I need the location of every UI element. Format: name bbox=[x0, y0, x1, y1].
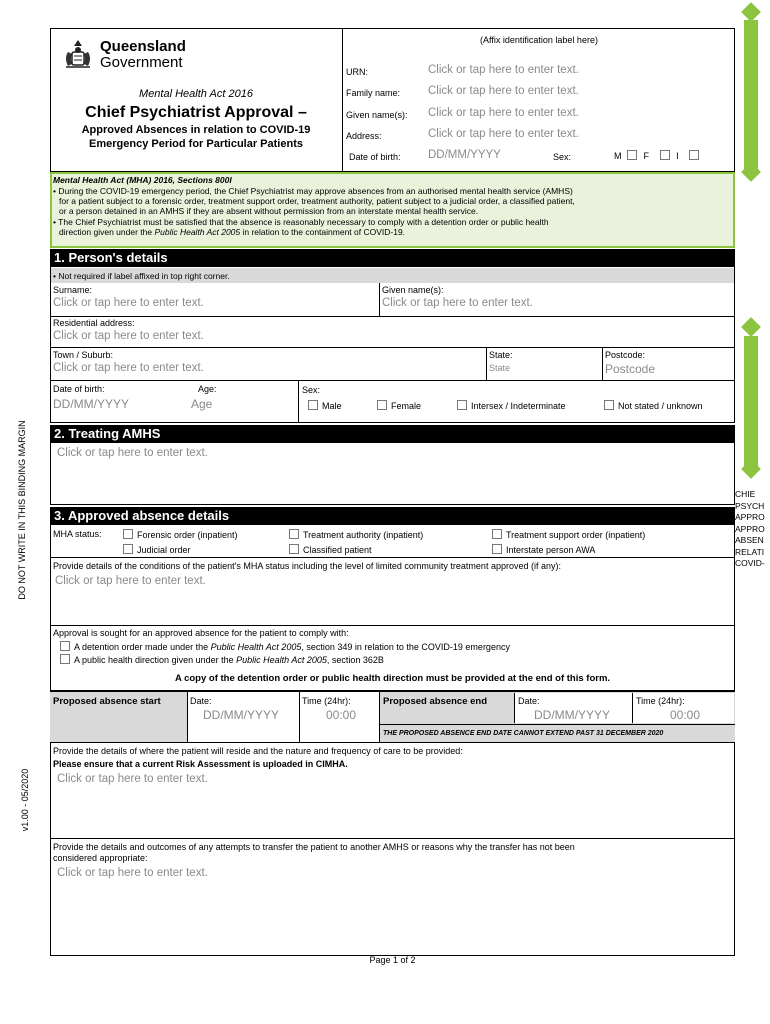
ta-checkbox[interactable] bbox=[289, 529, 299, 539]
female-checkbox[interactable] bbox=[377, 400, 387, 410]
s1-note: • Not required if label affixed in top right corner. bbox=[50, 268, 735, 283]
forensic-option[interactable]: Forensic order (inpatient) bbox=[123, 529, 238, 540]
sex-options: M F I bbox=[614, 150, 703, 161]
binding-margin-text: DO NOT WRITE IN THIS BINDING MARGIN bbox=[17, 420, 27, 600]
sex-person-label: Sex: bbox=[302, 385, 321, 395]
dob-field[interactable]: DD/MM/YYYY bbox=[428, 149, 501, 161]
section-3-heading: 3. Approved absence details bbox=[50, 507, 735, 525]
treating-amhs-field[interactable]: Click or tap here to enter text. bbox=[57, 447, 208, 459]
sex-f-checkbox[interactable] bbox=[660, 150, 670, 160]
transfer-field[interactable]: Click or tap here to enter text. bbox=[57, 867, 208, 879]
section-1-heading: 1. Person's details bbox=[50, 249, 735, 267]
classified-checkbox[interactable] bbox=[289, 544, 299, 554]
org-name: Queensland Government bbox=[100, 38, 186, 71]
postcode-field[interactable]: Postcode bbox=[605, 362, 656, 376]
approval-option-1[interactable]: A detention order made under the Public Health Act 2005, section 349 in relation to the COVID-19 emergency bbox=[60, 641, 510, 652]
address-field[interactable]: Click or tap here to enter text. bbox=[428, 128, 579, 140]
approval-option-2[interactable]: A public health direction given under the Public Health Act 2005, section 362B bbox=[60, 654, 384, 665]
sex-intersex-option[interactable]: Intersex / Indeterminate bbox=[457, 400, 566, 411]
age-label: Age: bbox=[198, 384, 217, 394]
state-label: State: bbox=[489, 350, 513, 360]
start-time-label: Time (24hr): bbox=[302, 696, 351, 706]
address-label: Address: bbox=[346, 131, 382, 141]
state-field[interactable]: State bbox=[489, 363, 511, 373]
tso-option[interactable]: Treatment support order (inpatient) bbox=[492, 529, 645, 540]
absence-start-label: Proposed absence start bbox=[53, 696, 161, 707]
notstated-checkbox[interactable] bbox=[604, 400, 614, 410]
absence-end-label: Proposed absence end bbox=[383, 696, 488, 707]
side-tab-line: ABSEN bbox=[735, 535, 764, 545]
given-names-field[interactable]: Click or tap here to enter text. bbox=[382, 297, 533, 309]
form-title: Chief Psychiatrist Approval – bbox=[85, 104, 307, 121]
town-label: Town / Suburb: bbox=[53, 350, 114, 360]
urn-field[interactable]: Click or tap here to enter text. bbox=[428, 64, 579, 76]
transfer-label: Provide the details and outcomes of any attempts to transfer the patient to another AMHS or reasons why the transfer has not been considered appropriate: bbox=[53, 842, 575, 863]
conditions-label: Provide details of the conditions of the patient's MHA status including the level of limited community treatment approved (if any): bbox=[53, 561, 561, 571]
residential-address-label: Residential address: bbox=[53, 318, 135, 328]
green-diamond-icon bbox=[741, 2, 761, 22]
green-diamond-icon bbox=[741, 317, 761, 337]
reside-field[interactable]: Click or tap here to enter text. bbox=[57, 773, 208, 785]
start-date-label: Date: bbox=[190, 696, 212, 706]
classified-option[interactable]: Classified patient bbox=[289, 544, 372, 555]
sex-i-checkbox[interactable] bbox=[689, 150, 699, 160]
interstate-checkbox[interactable] bbox=[492, 544, 502, 554]
side-tab-line: PSYCH bbox=[735, 500, 765, 511]
green-side-bar bbox=[744, 20, 758, 170]
judicial-checkbox[interactable] bbox=[123, 544, 133, 554]
public-health-direction-checkbox[interactable] bbox=[60, 654, 70, 664]
side-tab-line: APPRO bbox=[735, 523, 765, 534]
start-time-field[interactable]: 00:00 bbox=[326, 708, 357, 722]
forensic-checkbox[interactable] bbox=[123, 529, 133, 539]
given-name-label: Given name(s): bbox=[346, 110, 408, 120]
form-subtitle-1: Approved Absences in relation to COVID-19 bbox=[81, 124, 311, 136]
surname-field[interactable]: Click or tap here to enter text. bbox=[53, 297, 204, 309]
given-names-label: Given name(s): bbox=[382, 285, 444, 295]
end-date-label: Date: bbox=[518, 696, 540, 706]
end-time-field[interactable]: 00:00 bbox=[670, 708, 701, 722]
risk-assessment-note: Please ensure that a current Risk Assessment is uploaded in CIMHA. bbox=[53, 759, 348, 769]
urn-label: URN: bbox=[346, 67, 368, 77]
side-tab-line: APPRO bbox=[735, 512, 765, 522]
dob-person-field[interactable]: DD/MM/YYYY bbox=[53, 397, 130, 411]
age-field[interactable]: Age bbox=[191, 397, 213, 411]
end-date-field[interactable]: DD/MM/YYYY bbox=[534, 708, 611, 722]
mha-status-label: MHA status: bbox=[53, 529, 102, 539]
postcode-label: Postcode: bbox=[605, 350, 646, 360]
intersex-checkbox[interactable] bbox=[457, 400, 467, 410]
sex-notstated-option[interactable]: Not stated / unknown bbox=[604, 400, 703, 411]
intro-heading: Mental Health Act (MHA) 2016, Sections 800I bbox=[53, 175, 232, 185]
side-tab-text bbox=[735, 489, 770, 570]
copy-note: A copy of the detention order or public health direction must be provided at the end of this form. bbox=[174, 673, 611, 684]
male-checkbox[interactable] bbox=[308, 400, 318, 410]
side-tab-line: RELATI bbox=[735, 546, 765, 557]
given-name-field[interactable]: Click or tap here to enter text. bbox=[428, 107, 579, 119]
tso-checkbox[interactable] bbox=[492, 529, 502, 539]
act-name: Mental Health Act 2016 bbox=[139, 88, 253, 100]
judicial-option[interactable]: Judicial order bbox=[123, 544, 191, 555]
dob-person-label: Date of birth: bbox=[53, 384, 105, 394]
side-tab-line: CHIE bbox=[735, 489, 756, 499]
end-time-label: Time (24hr): bbox=[636, 696, 685, 706]
page-number: Page 1 of 2 bbox=[369, 955, 416, 965]
sex-male-option[interactable]: Male bbox=[308, 400, 342, 411]
intro-text: • During the COVID-19 emergency period, the Chief Psychiatrist may approve absences from an authorised mental health service (AMHS) for a patient subject to a forensic order, treatment support order, treatment authority, patient subject to a judicial order, a classified patient, or a person detained in an AMHS if they are absent without permission from an interstate mental health service. • The Chief Psychiatrist must be satisfied that the absence is reasonably necessary to comply with a detention order or public health direction given under the Public Health Act 2005 in relation to the containment of COVID-19. bbox=[53, 186, 575, 237]
town-field[interactable]: Click or tap here to enter text. bbox=[53, 362, 204, 374]
start-date-field[interactable]: DD/MM/YYYY bbox=[203, 708, 280, 722]
section-2-heading: 2. Treating AMHS bbox=[50, 425, 735, 443]
form-subtitle-2: Emergency Period for Particular Patients bbox=[89, 138, 303, 150]
family-name-label: Family name: bbox=[346, 88, 401, 98]
conditions-field[interactable]: Click or tap here to enter text. bbox=[55, 575, 206, 587]
dob-label: Date of birth: bbox=[349, 152, 401, 162]
version-text: v1.00 - 05/2020 bbox=[20, 768, 30, 832]
interstate-option[interactable]: Interstate person AWA bbox=[492, 544, 595, 555]
detention-order-checkbox[interactable] bbox=[60, 641, 70, 651]
id-label-note: (Affix identification label here) bbox=[480, 35, 598, 45]
surname-label: Surname: bbox=[53, 285, 93, 295]
ta-option[interactable]: Treatment authority (inpatient) bbox=[289, 529, 423, 540]
sex-m-checkbox[interactable] bbox=[627, 150, 637, 160]
sex-label: Sex: bbox=[553, 152, 572, 162]
approval-intro: Approval is sought for an approved absence for the patient to comply with: bbox=[53, 628, 349, 638]
residential-address-field[interactable]: Click or tap here to enter text. bbox=[53, 330, 204, 342]
side-tab-line: COVID- bbox=[735, 558, 765, 568]
green-side-bar bbox=[744, 336, 758, 466]
queensland-crest-icon bbox=[60, 38, 96, 70]
sex-female-option[interactable]: Female bbox=[377, 400, 421, 411]
end-date-restriction: THE PROPOSED ABSENCE END DATE CANNOT EXTEND PAST 31 DECEMBER 2020 bbox=[383, 730, 664, 737]
family-name-field[interactable]: Click or tap here to enter text. bbox=[428, 85, 579, 97]
reside-label: Provide the details of where the patient will reside and the nature and frequency of care to be provided: bbox=[53, 746, 463, 756]
